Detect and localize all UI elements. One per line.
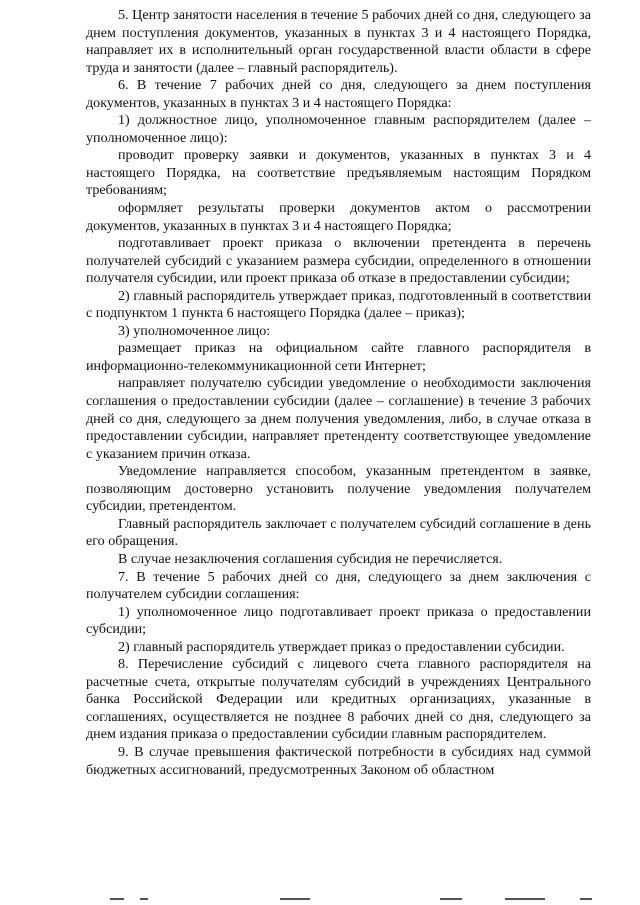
paragraph-6-2: 2) главный распорядитель утверждает приказ, подготовленный в соответствии с подпунктом 1 пункта 6 настоящего Порядка (далее – приказ); bbox=[86, 287, 591, 322]
paragraph-notification-method: Уведомление направляется способом, указанным претендентом в заявке, позволяющим достоверно установить получение уведомления получателем субсидии, претендентом. bbox=[86, 463, 591, 515]
paragraph-6-1-act: оформляет результаты проверки документов актом о рассмотрении документов, указанных в пунктах 3 и 4 настоящего Порядка; bbox=[86, 200, 591, 234]
paragraph-7-1: 1) уполномоченное лицо подготавливает проект приказа о предоставлении субсидии; bbox=[86, 603, 591, 638]
paragraph-6-1-check: проводит проверку заявки и документов, указанных в пунктах 3 и 4 настоящего Порядка, на соответствие предъявляемым настоящим Порядком требованиям; bbox=[86, 147, 591, 199]
paragraph-6-3-notify: направляет получателю субсидии уведомление о необходимости заключения соглашения о предоставлении субсидии (далее – соглашение) в течение 3 рабочих дней со дня, следующего за днем получения уведомления, либо, в случае отказа в предоставлении субсидии, направляет претенденту соответствующее уведомление с указанием причин отказа. bbox=[86, 375, 591, 462]
paragraph-6: 6. В течение 7 рабочих дней со дня, следующего за днем поступления документов, указанных в пунктах 3 и 4 настоящего Порядка: bbox=[86, 77, 591, 111]
paragraph-5: 5. Центр занятости населения в течение 5 рабочих дней со дня, следующего за днем поступления документов, указанных в пунктах 3 и 4 настоящего Порядка, направляет их в исполнительный орган государственной власти области в сфере труда и занятости (далее – главный распорядитель). bbox=[86, 7, 591, 76]
paragraph-7: 7. В течение 5 рабочих дней со дня, следующего за днем заключения с получателем субсидии соглашения: bbox=[86, 568, 591, 603]
paragraph-no-agreement: В случае незаключения соглашения субсидия не перечисляется. bbox=[118, 550, 503, 567]
paragraph-agreement: Главный распорядитель заключает с получателем субсидий соглашение в день его обращения. bbox=[86, 515, 591, 550]
document-page bbox=[86, 7, 591, 779]
paragraph-6-3-publish: размещает приказ на официальном сайте главного распорядителя в информационно-телекоммуникационной сети Интернет; bbox=[86, 340, 591, 374]
paragraph-6-3: 3) уполномоченное лицо: bbox=[118, 322, 271, 339]
paragraph-6-1: 1) должностное лицо, уполномоченное главным распорядителем (далее – уполномоченное лицо): bbox=[86, 112, 591, 146]
paragraph-8: 8. Перечисление субсидий с лицевого счета главного распорядителя на расчетные счета, открытые получателям субсидий в учреждениях Центрального банка Российской Федерации или кредитных организациях, указанные в соглашениях, осуществляется не позднее 8 рабочих дней со дня, следующего за днем издания приказа о предоставлении субсидии главным распорядителем. bbox=[86, 656, 591, 743]
scan-edge-marks bbox=[110, 898, 610, 901]
paragraph-9: 9. В случае превышения фактической потребности в субсидиях над суммой бюджетных ассигнований, предусмотренных Законом об областном bbox=[86, 743, 591, 778]
paragraph-6-1-draft: подготавливает проект приказа о включении претендента в перечень получателей субсидий с указанием размера субсидии, определенного в отношении получателя субсидии, или проект приказа об отказе в предоставлении субсидии; bbox=[86, 235, 591, 287]
paragraph-7-2: 2) главный распорядитель утверждает приказ о предоставлении субсидии. bbox=[118, 638, 565, 655]
